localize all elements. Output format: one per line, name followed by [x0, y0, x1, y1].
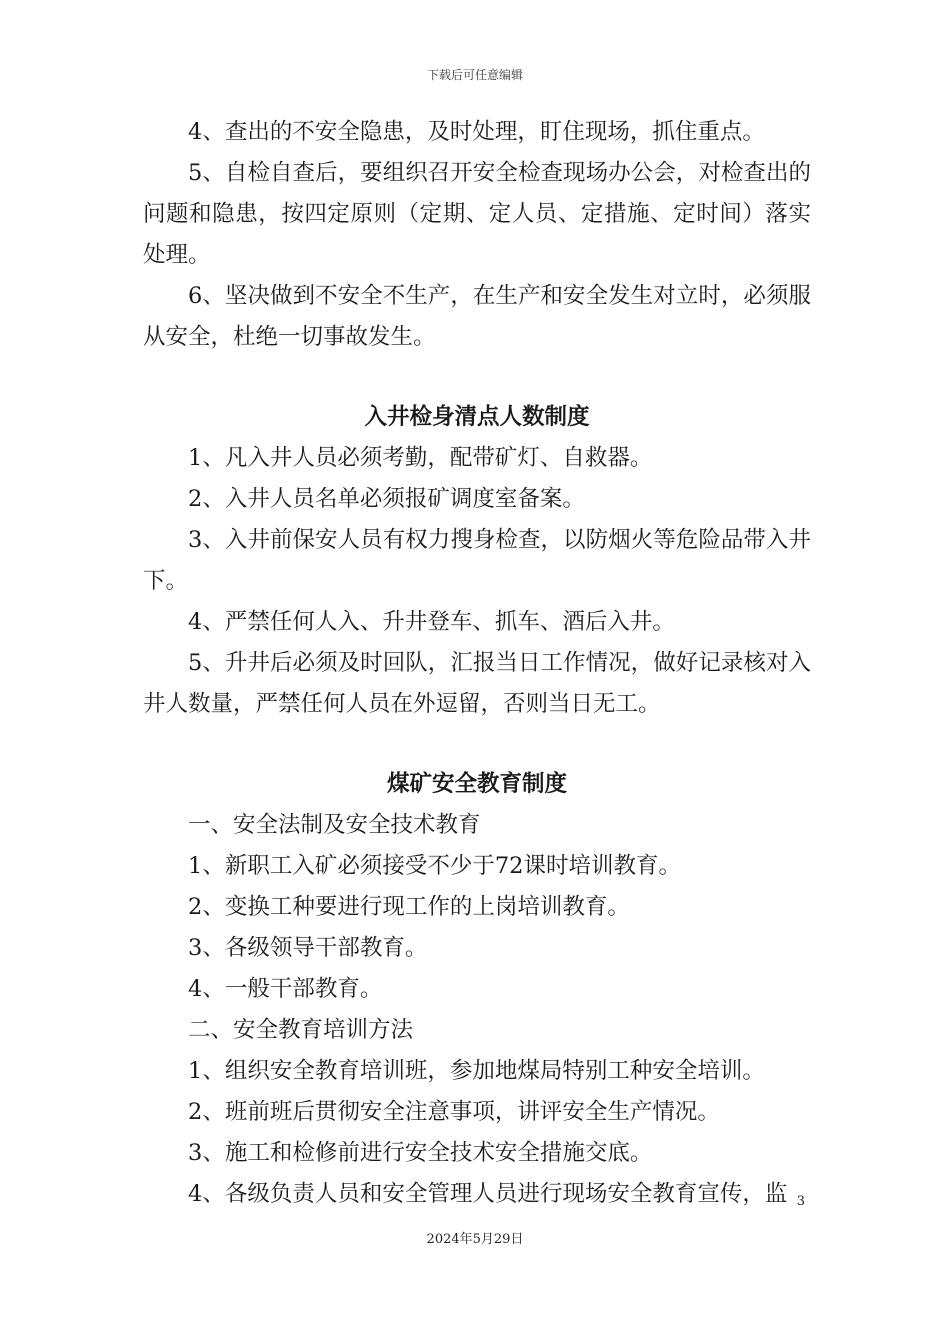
paragraph: 1、组织安全教育培训班，参加地煤局特别工种安全培训。 — [188, 1058, 765, 1084]
paragraph: 4、查出的不安全隐患，及时处理，盯住现场，抓住重点。 — [188, 119, 765, 145]
paragraph: 4、一般干部教育。 — [188, 976, 383, 1002]
paragraph: 3、施工和检修前进行安全技术安全措施交底。 — [188, 1140, 653, 1166]
paragraph: 4、严禁任何人入、升井登车、抓车、酒后入井。 — [188, 609, 675, 635]
paragraph: 二、安全教育培训方法 — [188, 1017, 414, 1043]
paragraph: 5、升井后必须及时回队，汇报当日工作情况，做好记录核对入井人数量，严禁任何人员在外逗留，否则当日无工。 — [143, 650, 811, 717]
section-title: 入井检身清点人数制度 — [364, 404, 590, 430]
paragraph: 2、入井人员名单必须报矿调度室备案。 — [188, 486, 585, 512]
footer-date: 2024年5月29日 — [426, 1232, 524, 1247]
paragraph: 3、入井前保安人员有权力搜身检查，以防烟火等危险品带入井下。 — [143, 527, 811, 594]
paragraph: 1、新职工入矿必须接受不少于72课时培训教育。 — [188, 853, 681, 879]
paragraph: 2、班前班后贯彻安全注意事项，讲评安全生产情况。 — [188, 1099, 720, 1125]
paragraph: 4、各级负责人员和安全管理人员进行现场安全教育宣传，监 — [188, 1181, 788, 1207]
section-gap — [143, 725, 811, 764]
document-body — [143, 112, 811, 1215]
header-note: 下载后可任意编辑 — [426, 68, 523, 82]
paragraph: 6、坚决做到不安全不生产，在生产和安全发生对立时，必须服从安全，杜绝一切事故发生。 — [143, 283, 811, 350]
section-gap — [143, 358, 811, 397]
paragraph: 一、安全法制及安全技术教育 — [188, 812, 481, 838]
paragraph: 1、凡入井人员必须考勤，配带矿灯、自救器。 — [188, 445, 653, 471]
paragraph: 2、变换工种要进行现工作的上岗培训教育。 — [188, 894, 630, 920]
page-number: 3 — [796, 1194, 805, 1209]
section-title: 煤矿安全教育制度 — [386, 771, 567, 797]
paragraph: 3、各级领导干部教育。 — [188, 935, 428, 961]
paragraph: 5、自检自查后，要组织召开安全检查现场办公会，对检查出的问题和隐患，按四定原则（定期、定人员、定措施、定时间）落实处理。 — [143, 160, 811, 268]
